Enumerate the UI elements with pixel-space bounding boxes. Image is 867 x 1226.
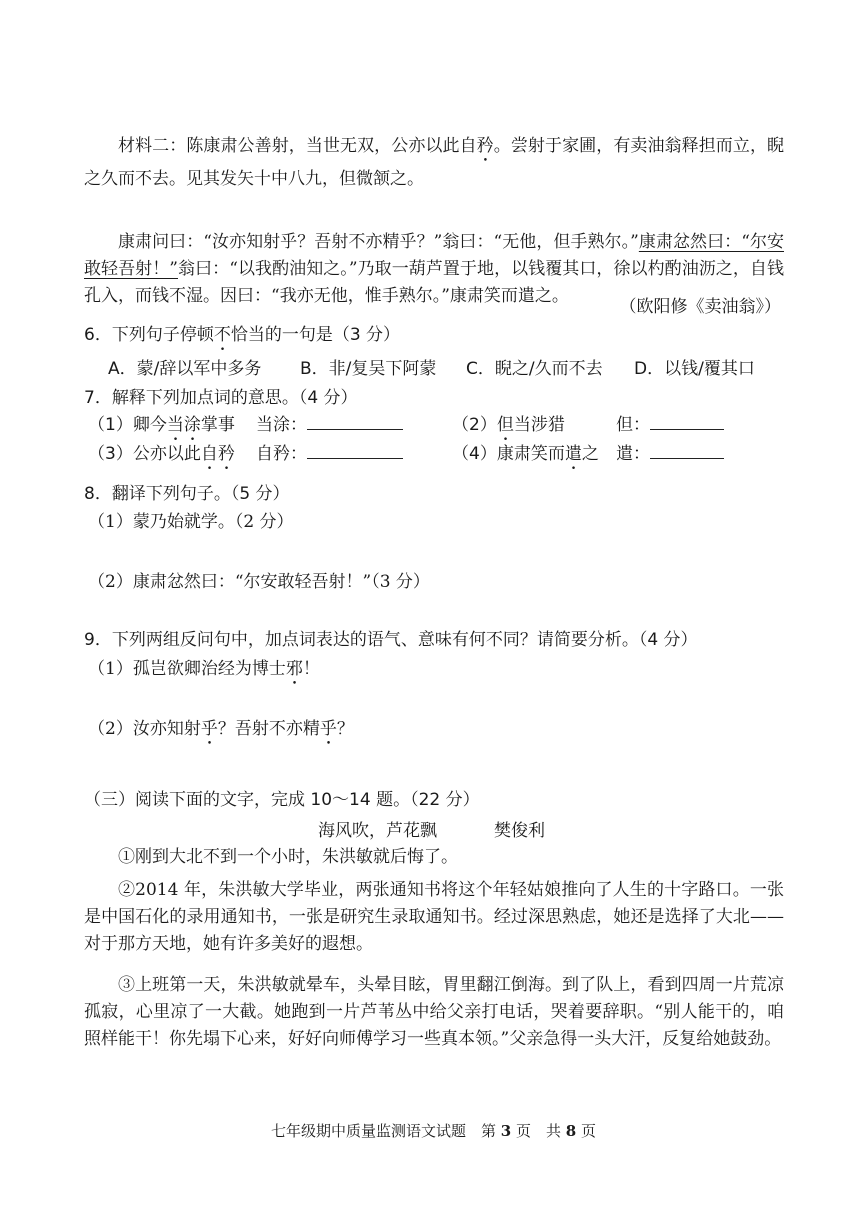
answer-blank[interactable] — [307, 415, 403, 430]
q7-item-4-answer: 遣： — [616, 439, 724, 464]
article-title: 海风吹，芦花飘 — [318, 821, 437, 841]
article-paragraph-1: ①刚到大北不到一个小时，朱洪敏就后悔了。 — [118, 847, 458, 867]
q9-title: 9．下列两组反问句中，加点词表达的语气、意味有何不同？请简要分析。（4 分） — [84, 630, 698, 650]
q8-title: 8．翻译下列句子。（5 分） — [84, 484, 290, 504]
q8-sentence-2: （2）康肃忿然曰：“尔安敢轻吾射！”（3 分） — [88, 572, 430, 592]
dotted-word: 当涂 — [166, 415, 201, 435]
dotted-word: 遣 — [564, 444, 582, 464]
article-author: 樊俊利 — [494, 821, 545, 841]
q6-title: 6．下列句子停顿不恰当的一句是（3 分） — [84, 325, 401, 345]
q7-item-3: （3）公亦以此自矜 — [88, 444, 235, 464]
underlined-sentence: 康肃忿然曰：“尔安敢轻吾射！” — [84, 232, 784, 279]
material2-paragraph-2: 康肃问曰：“汝亦知射乎？吾射不亦精乎？”翁曰：“无他，但手熟尔。”康肃忿然曰：“尔安敢轻吾射！”翁曰：“以我酌油知之。”乃取一葫芦置于地，以钱覆其口，徐以杓酌油沥之，自钱孔入，而钱不湿。因曰：“我亦无他，惟手熟尔。”康肃笑而遣之。 — [84, 232, 784, 306]
material2-paragraph-1: 材料二：陈康肃公善射，当世无双，公亦以此自矜。尝射于家圃，有卖油翁释担而立，睨之久而不去。见其发矢十中八九，但微颔之。 — [84, 136, 785, 189]
q7-item-1: （1）卿今当涂掌事 — [88, 415, 235, 435]
q9-sentence-2: （2）汝亦知射乎？吾射不亦精乎？ — [88, 719, 354, 739]
q7-item-2-answer: 但： — [616, 410, 724, 435]
q6-option-c: C．睨之/久而不去 — [466, 359, 603, 379]
dotted-word: 不 — [213, 325, 231, 345]
q7-item-3-answer: 自矜： — [256, 439, 403, 464]
current-page-number: 3 — [500, 1122, 512, 1140]
material2-source: （欧阳修《卖油翁》） — [619, 297, 781, 317]
answer-blank[interactable] — [650, 444, 724, 459]
q7-item-1-answer: 当涂： — [256, 410, 403, 435]
q7-item-4: （4）康肃笑而遣之 — [452, 444, 599, 464]
page-footer: 七年级期中质量监测语文试题 第 3 页 共 8 页 — [270, 1122, 597, 1140]
q7-item-2: （2）但当涉猎 — [452, 415, 565, 435]
article-paragraph-3: ③上班第一天，朱洪敏就晕车，头晕目眩，胃里翻江倒海。到了队上，看到四周一片荒凉孤寂，心里凉了一大截。她跑到一片芦苇丛中给父亲打电话，哭着要辞职。“别人能干的，咱照样能干！你先塌下心来，好好向师傅学习一些真本领。”父亲急得一头大汗，反复给她鼓劲。 — [84, 975, 784, 1049]
section3-heading: （三）阅读下面的文字，完成 10～14 题。（22 分） — [84, 790, 480, 810]
q6-option-a: A．蒙/辞以军中多务 — [108, 359, 262, 379]
q7-title: 7．解释下列加点词的意思。（4 分） — [84, 388, 358, 408]
total-page-number: 8 — [565, 1122, 577, 1140]
dotted-word: 乎 — [200, 719, 218, 739]
dotted-word: 矜 — [476, 136, 494, 156]
q8-sentence-1: （1）蒙乃始就学。（2 分） — [88, 512, 294, 532]
answer-blank[interactable] — [650, 415, 724, 430]
answer-blank[interactable] — [307, 444, 403, 459]
article-paragraph-2: ②2014 年，朱洪敏大学毕业，两张通知书将这个年轻姑娘推向了人生的十字路口。一张是中国石化的录用通知书，一张是研究生录取通知书。经过深思熟虑，她还是选择了大北——对于那方天地，她有许多美好的遐想。 — [84, 880, 784, 954]
dotted-word: 自矜 — [200, 444, 235, 464]
q6-option-d: D．以钱/覆其口 — [634, 359, 755, 379]
dotted-word: 但 — [496, 415, 514, 435]
q6-option-b: B．非/复吴下阿蒙 — [300, 359, 437, 379]
dotted-word: 邪 — [285, 659, 303, 679]
dotted-word: 乎 — [319, 719, 337, 739]
q9-sentence-1: （1）孤岂欲卿治经为博士邪！ — [88, 659, 320, 679]
